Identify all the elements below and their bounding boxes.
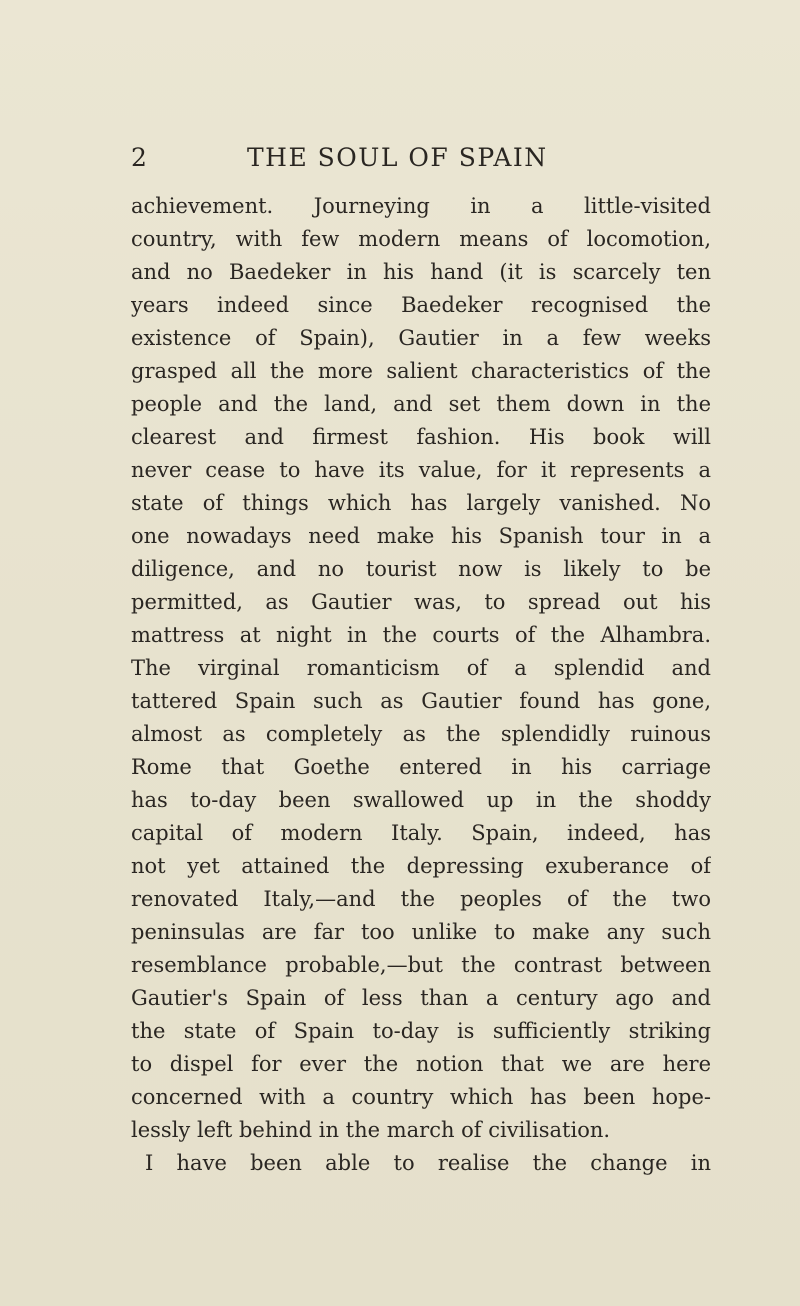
text-line: not yet attained the depressing exuberance of [131, 854, 711, 878]
text-line: years indeed since Baedeker recognised the [131, 293, 711, 317]
text-line: country, with few modern means of locomotion, [131, 227, 711, 251]
page-header [131, 138, 691, 178]
text-line: people and the land, and set them down in the [131, 392, 711, 416]
text-line: Rome that Goethe entered in his carriage [131, 755, 711, 779]
text-line: one nowadays need make his Spanish tour in a [131, 524, 711, 548]
text-line: achievement. Journeying in a little-visited [131, 194, 711, 218]
text-line: existence of Spain), Gautier in a few weeks [131, 326, 711, 350]
text-line: Gautier's Spain of less than a century ago and [131, 986, 711, 1010]
page-number: 2 [131, 143, 148, 172]
text-line: I have been able to realise the change in [145, 1151, 711, 1175]
text-line: concerned with a country which has been hope- [131, 1085, 711, 1109]
text-line: peninsulas are far too unlike to make any such [131, 920, 711, 944]
text-line: tattered Spain such as Gautier found has gone, [131, 689, 711, 713]
text-line: has to-day been swallowed up in the shoddy [131, 788, 711, 812]
text-line: grasped all the more salient characteristics of the [131, 359, 711, 383]
text-line: mattress at night in the courts of the Alhambra. [131, 623, 711, 647]
text-line: resemblance probable,—but the contrast between [131, 953, 711, 977]
text-line: capital of modern Italy. Spain, indeed, has [131, 821, 711, 845]
text-line: renovated Italy,—and the peoples of the two [131, 887, 711, 911]
text-line: state of things which has largely vanished. No [131, 491, 711, 515]
body-text [131, 190, 711, 1180]
running-title: THE SOUL OF SPAIN [247, 143, 548, 172]
text-line: The virginal romanticism of a splendid and [131, 656, 711, 680]
text-line: lessly left behind in the march of civilisation. [131, 1118, 611, 1142]
text-line: and no Baedeker in his hand (it is scarcely ten [131, 260, 711, 284]
text-line: never cease to have its value, for it represents a [131, 458, 711, 482]
text-line: the state of Spain to-day is sufficiently striking [131, 1019, 711, 1043]
text-line: diligence, and no tourist now is likely to be [131, 557, 711, 581]
text-line: clearest and firmest fashion. His book will [131, 425, 711, 449]
text-line: permitted, as Gautier was, to spread out his [131, 590, 711, 614]
text-line: almost as completely as the splendidly ruinous [131, 722, 711, 746]
text-line: to dispel for ever the notion that we are here [131, 1052, 711, 1076]
